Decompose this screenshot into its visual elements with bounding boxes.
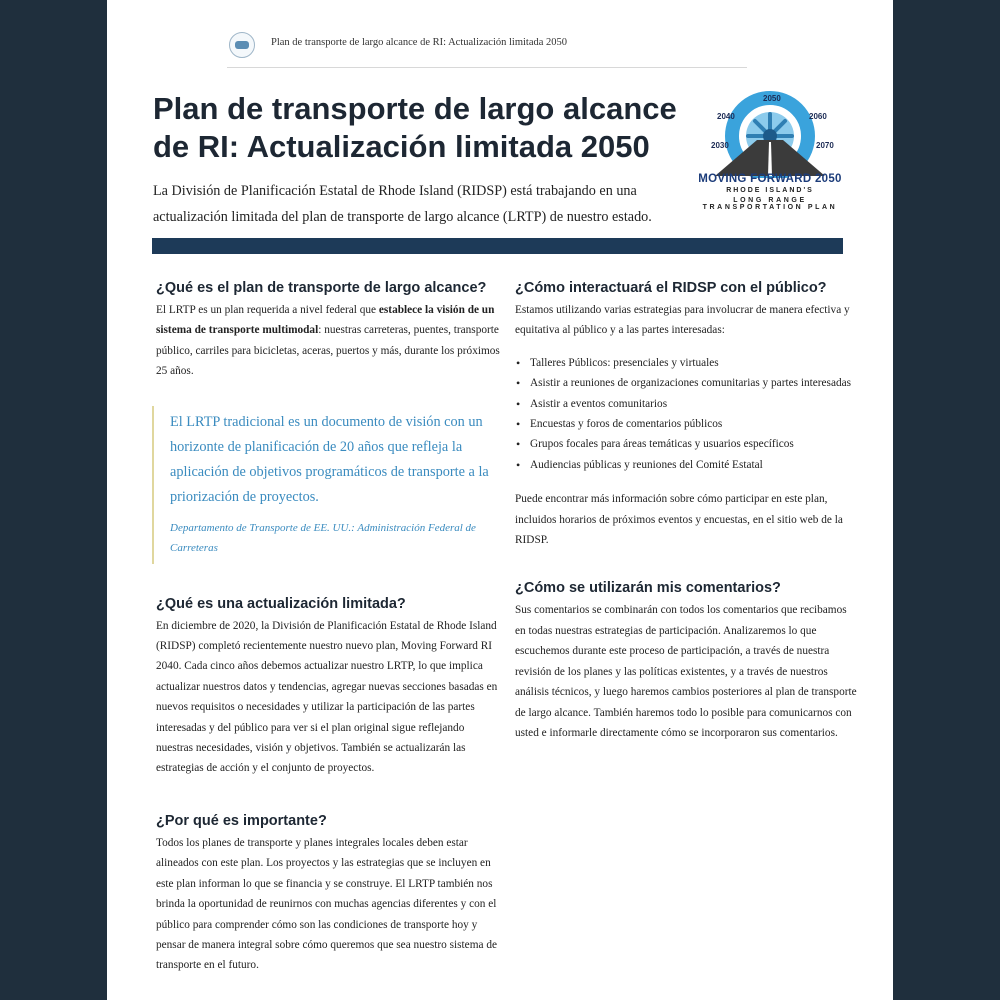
left-column [156,278,501,976]
heading-what-is-lrtp: ¿Qué es el plan de transporte de largo alcance? [156,280,487,296]
list-item: • Asistir a reuniones de organizaciones comunitarias y partes interesadas [515,373,860,393]
logo-year-2070: 2070 [816,141,834,150]
document-page [107,0,893,1000]
logo-subtitle-1: RHODE ISLAND'S [726,187,814,194]
logo-year-2040: 2040 [717,112,735,121]
logo-subtitle-2b: TRANSPORTATION PLAN [702,204,838,211]
moving-forward-logo [695,88,845,218]
header-text: Plan de transporte de largo alcance de RI: Actualización limitada 2050 [271,37,568,48]
list-item: • Asistir a eventos comunitarios [515,394,860,414]
pull-quote [152,406,497,564]
heading-public-engagement: ¿Cómo interactuará el RIDSP con el público? [515,280,827,296]
list-item: • Encuestas y foros de comentarios públicos [515,414,860,434]
intro-paragraph [153,178,693,230]
quote-text: El LRTP tradicional es un documento de visión con un horizonte de planificación de 20 años que refleja la aplicación de objetivos programáticos de transporte a la priorización de proyectos. [170,413,489,505]
divider-band [152,238,843,254]
paragraph-limited-update: En diciembre de 2020, la División de Planificación Estatal de Rhode Island (RIDSP) completó recientemente nuestro nuevo plan, Moving Forward RI 2040. Cada cinco años debemos actualizar nuestro LRTP, lo que implica actualizar nuestros datos y tendencias, agregar nuevas secciones basadas en nuevos requisitos o necesidades y utilizar la participación de las partes interesadas y del público para ver si el plan original sigue reflejando nuestras necesidades, visión y objetivos. También se actualizarán las estrategias de acción y el conjunto de proyectos. [156,619,498,775]
logo-title: MOVING FORWARD 2050 [698,173,842,185]
list-item: • Grupos focales para áreas temáticas y usuarios específicos [515,434,860,454]
intro-line-2: actualización limitada del plan de transporte de largo alcance (LRTP) de nuestro estado. [153,209,652,225]
paragraph-what-is-lrtp: El LRTP es un plan requerida a nivel federal que establece la visión de un sistema de transporte multimodal: nuestras carreteras, puentes, transporte público, carriles para bicicletas, aceras, puertos y más, durante los próximos 25 años. [156,304,500,378]
title-line-1: Plan de transporte de largo alcance [153,91,677,126]
logo-subtitle-2a: LONG RANGE [733,197,807,204]
logo-year-2030: 2030 [711,141,729,150]
list-item: • Audiencias públicas y reuniones del Comité Estatal [515,455,860,475]
heading-limited-update: ¿Qué es una actualización limitada? [156,595,406,612]
heading-why-important: ¿Por qué es importante? [156,812,327,829]
ri-seal-icon [229,32,255,58]
strategy-list [515,353,860,475]
emphasis-vision: establece la visión de un sistema de transporte multimodal [156,304,495,337]
logo-subtitle-2 [690,197,850,211]
right-column [515,278,860,743]
paragraph-public-engagement: Estamos utilizando varias estrategias para involucrar de manera efectiva y equitativa al público y a las partes interesadas: [515,304,850,337]
logo-year-2050: 2050 [763,94,781,103]
logo-year-2060: 2060 [809,112,827,121]
paragraph-why-important: Todos los planes de transporte y planes integrales locales deben estar alineados con este plan. Los proyectos y las estrategias que se incluyen en este plan informan lo que se financia y se construye. El LRTP también nos brinda la oportunidad de reunirnos con muchas agencias diferentes y con el público para comprender cómo son las condiciones de transporte hoy y pensar de manera integral sobre cómo queremos que sea nuestro sistema de transporte en el futuro. [156,836,497,972]
running-header [227,30,747,68]
title-line-2: de RI: Actualización limitada 2050 [153,129,650,164]
intro-line-1: La División de Planificación Estatal de Rhode Island (RIDSP) está trabajando en una [153,183,637,199]
paragraph-more-info: Puede encontrar más información sobre cómo participar en este plan, incluidos horarios de próximos eventos y encuestas, en el sitio web de la RIDSP. [515,493,843,547]
list-item: • Talleres Públicos: presenciales y virtuales [515,353,860,373]
heading-comments-use: ¿Cómo se utilizarán mis comentarios? [515,580,781,597]
paragraph-comments-use: Sus comentarios se combinarán con todos los comentarios que recibamos en todas nuestras estrategias de participación. Analizaremos lo que escuchemos durante este proceso de participación, a través de nuestra revisión de los planes y las políticas existentes, y a través de nuestros análisis técnicos, y luego haremos cambios posteriores al plan de transporte de largo alcance. También haremos todo lo posible para comunicarnos con usted e informarle directamente cómo se incorporaron sus comentarios. [515,604,857,739]
page-title [153,90,713,166]
quote-source: Departamento de Transporte de EE. UU.: Administración Federal de Carreteras [170,521,476,554]
